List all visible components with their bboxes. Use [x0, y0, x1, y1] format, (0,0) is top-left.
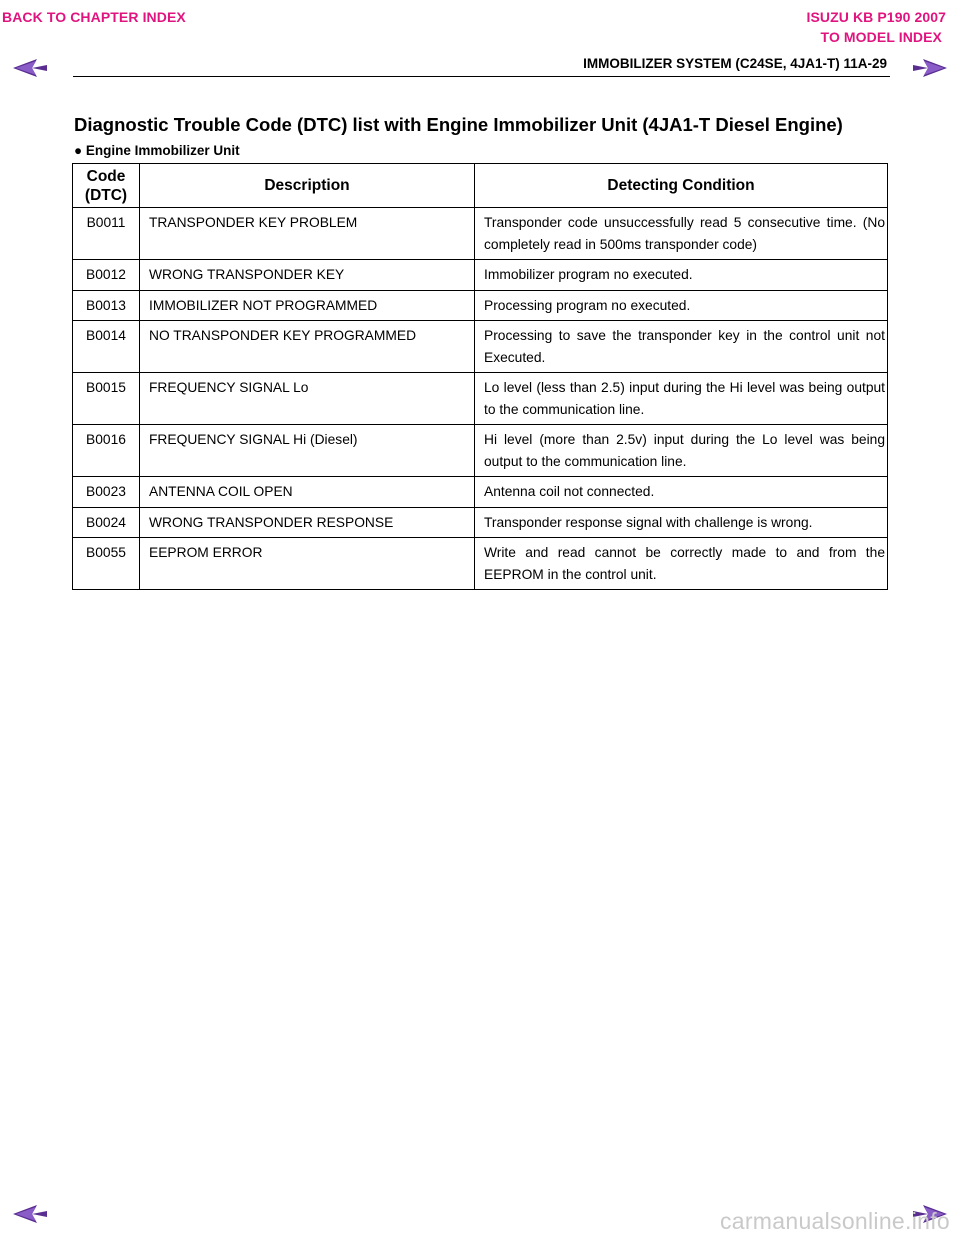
- description-cell: ANTENNA COIL OPEN: [140, 477, 475, 508]
- table-header-row: [73, 164, 888, 208]
- table-row: [73, 477, 888, 508]
- description-cell: NO TRANSPONDER KEY PROGRAMMED: [140, 321, 475, 373]
- condition-cell: Processing program no executed.: [475, 290, 888, 321]
- table-row: [73, 290, 888, 321]
- next-page-button[interactable]: [912, 58, 948, 78]
- prev-page-button-bottom[interactable]: [12, 1204, 48, 1224]
- column-header-code-text: Code (DTC): [84, 167, 128, 204]
- dtc-code-cell: B0014: [73, 321, 140, 373]
- dtc-code-cell: B0012: [73, 260, 140, 291]
- table-row: [73, 507, 888, 538]
- back-to-chapter-index-link[interactable]: BACK TO CHAPTER INDEX: [2, 9, 186, 25]
- condition-cell: Hi level (more than 2.5v) input during the Lo level was being output to the communication line.: [475, 425, 888, 477]
- condition-cell: Processing to save the transponder key in the control unit not Executed.: [475, 321, 888, 373]
- arrow-right-icon: [912, 58, 948, 78]
- section-subheading: ● Engine Immobilizer Unit: [74, 143, 240, 158]
- description-cell: WRONG TRANSPONDER KEY: [140, 260, 475, 291]
- watermark: carmanualsonline.info: [719, 1208, 950, 1234]
- table-row: [73, 260, 888, 291]
- prev-page-button[interactable]: [12, 58, 48, 78]
- description-cell: IMMOBILIZER NOT PROGRAMMED: [140, 290, 475, 321]
- table-row: [73, 321, 888, 373]
- arrow-left-icon: [12, 1204, 48, 1224]
- dtc-code-cell: B0024: [73, 507, 140, 538]
- description-cell: WRONG TRANSPONDER RESPONSE: [140, 507, 475, 538]
- condition-cell: Write and read cannot be correctly made to and from the EEPROM in the control unit.: [475, 538, 888, 590]
- column-header-code: [73, 164, 140, 208]
- dtc-code-cell: B0023: [73, 477, 140, 508]
- dtc-code-cell: B0055: [73, 538, 140, 590]
- table-row: [73, 208, 888, 260]
- dtc-table-body: [73, 208, 888, 590]
- dtc-code-cell: B0016: [73, 425, 140, 477]
- description-cell: EEPROM ERROR: [140, 538, 475, 590]
- condition-cell: Lo level (less than 2.5) input during the Hi level was being output to the communication line.: [475, 373, 888, 425]
- table-row: [73, 538, 888, 590]
- page-title: Diagnostic Trouble Code (DTC) list with Engine Immobilizer Unit (4JA1-T Diesel Engine): [74, 114, 843, 135]
- condition-cell: Transponder code unsuccessfully read 5 consecutive time. (No completely read in 500ms transponder code): [475, 208, 888, 260]
- dtc-code-cell: B0013: [73, 290, 140, 321]
- dtc-code-cell: B0015: [73, 373, 140, 425]
- dtc-code-cell: B0011: [73, 208, 140, 260]
- dtc-table: [72, 163, 888, 590]
- table-row: [73, 373, 888, 425]
- condition-cell: Immobilizer program no executed.: [475, 260, 888, 291]
- condition-cell: Antenna coil not connected.: [475, 477, 888, 508]
- page-header: IMMOBILIZER SYSTEM (C24SE, 4JA1-T) 11A-29: [583, 56, 887, 71]
- to-model-index-link[interactable]: TO MODEL INDEX: [820, 29, 942, 45]
- column-header-description: Description: [140, 164, 475, 208]
- header-rule: [73, 76, 890, 77]
- table-row: [73, 425, 888, 477]
- description-cell: FREQUENCY SIGNAL Hi (Diesel): [140, 425, 475, 477]
- column-header-condition: Detecting Condition: [475, 164, 888, 208]
- condition-cell: Transponder response signal with challenge is wrong.: [475, 507, 888, 538]
- description-cell: TRANSPONDER KEY PROBLEM: [140, 208, 475, 260]
- arrow-left-icon: [12, 58, 48, 78]
- model-title-link[interactable]: ISUZU KB P190 2007: [806, 9, 946, 25]
- description-cell: FREQUENCY SIGNAL Lo: [140, 373, 475, 425]
